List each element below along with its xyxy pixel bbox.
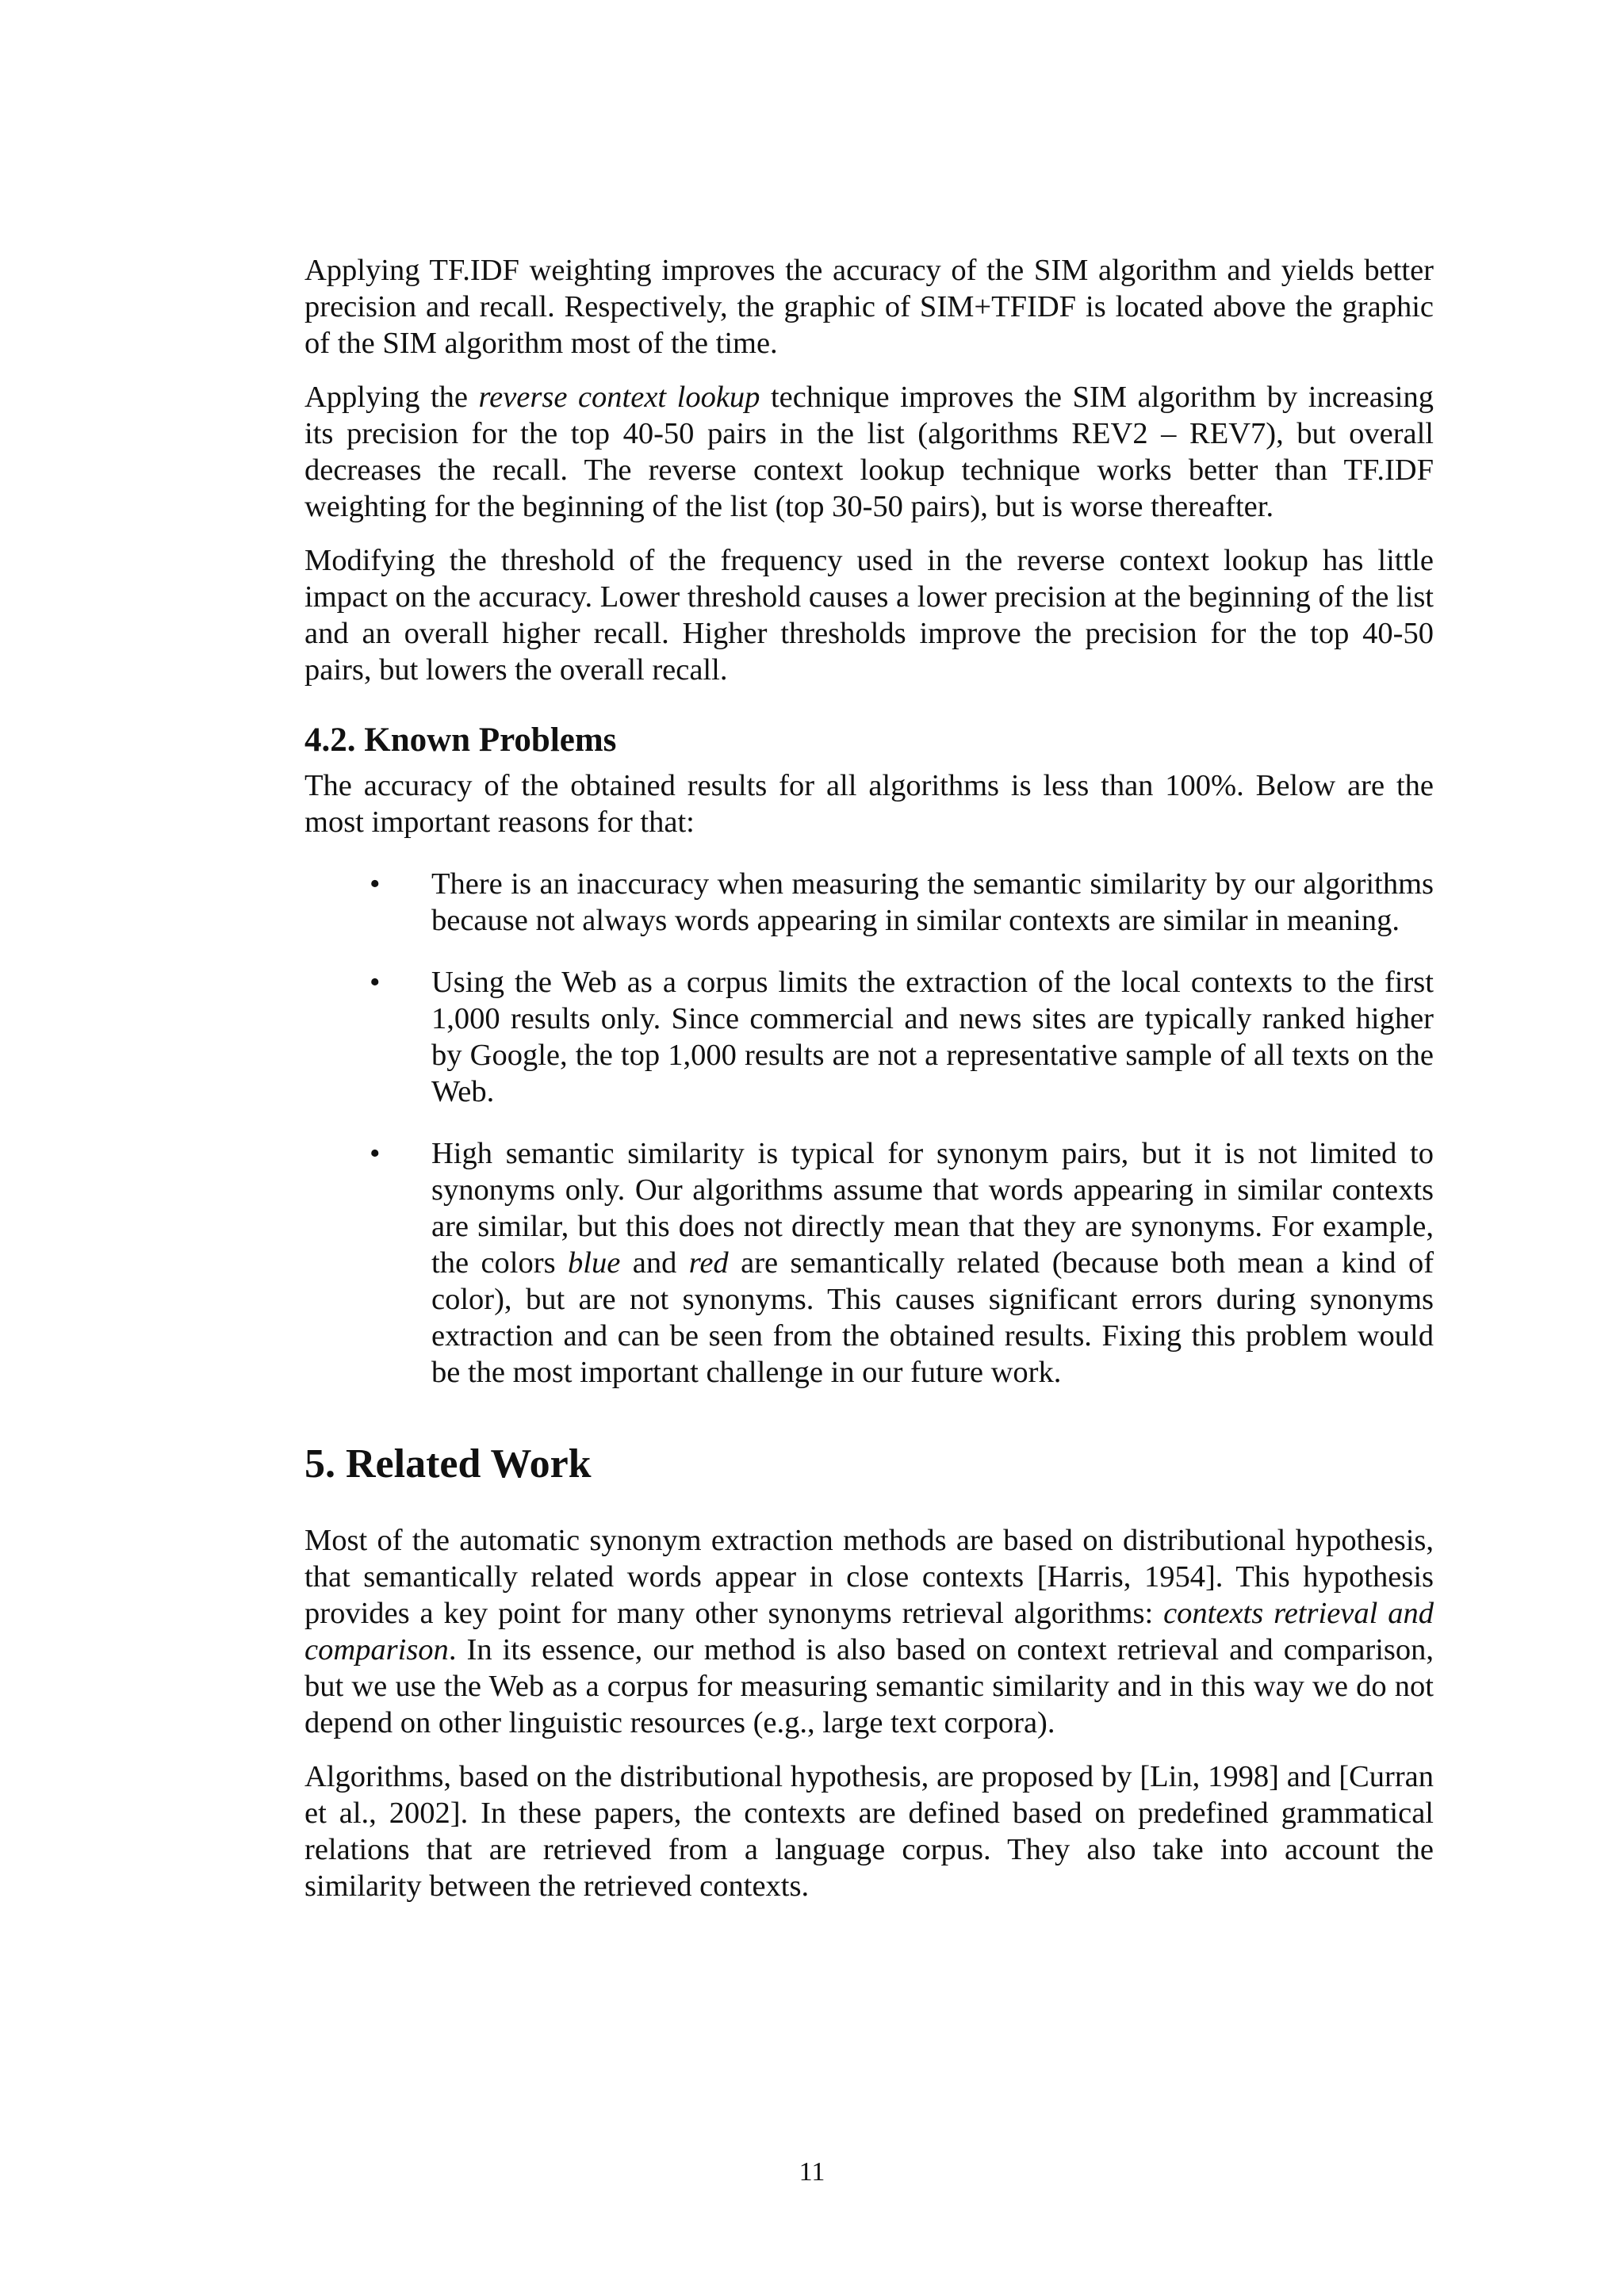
paragraph-related-work-2: Algorithms, based on the distributional hypothesis, are proposed by [Lin, 1998] and [Curran et al., 2002]. In these papers, the contexts are defined based on predefined grammatical relations that are retrieved from a language corpus. They also take into account the similarity between the retrieved contexts. [304, 1760, 1434, 1903]
list-item-text [431, 1135, 1434, 1391]
known-problems-list [304, 866, 1434, 1391]
list-item [304, 866, 1434, 939]
heading-known-problems: 4.2. Known Problems [304, 721, 617, 759]
list-item [304, 964, 1434, 1110]
paragraph-tfidf: Applying TF.IDF weighting improves the accuracy of the SIM algorithm and yields better precision and recall. Respectively, the graphic of SIM+TFIDF is located above the graphic of the SIM algorithm most of the time. [304, 254, 1434, 360]
paragraph-text: . In its essence, our method is also based on context retrieval and comparison, but we use the Web as a corpus for measuring semantic similarity and in this way we do not depend on other linguistic resources (e.g., large text corpora). [304, 1633, 1434, 1739]
paragraph-reverse-context [304, 379, 1434, 525]
italic-term: blue [568, 1246, 621, 1280]
italic-term: red [688, 1246, 729, 1280]
list-item-text-part: High semantic similarity is typical for synonym pairs, but it is not limited to synonyms only. Our algorithms assume that words appearing in similar contexts are similar, but this does not directly mean that they are synonyms. For example, the colors [431, 1137, 1434, 1280]
paragraph-text: Applying the [304, 381, 479, 414]
heading-related-work: 5. Related Work [304, 1441, 592, 1487]
list-item-text: Using the Web as a corpus limits the extraction of the local contexts to the first 1,000 results only. Since commercial and news sites are typically ranked higher by Google, the top 1,000 results are not a representative sample of all texts on the Web. [431, 966, 1434, 1108]
bullet-glyph: • [370, 1137, 381, 1170]
page-content [304, 252, 1434, 1922]
list-item-text-part: are semantically related (because both mean a kind of color), but are not synonyms. This causes significant errors during synonyms extraction and can be seen from the obtained results. Fixing this problem would be the most important challenge in our future work. [431, 1246, 1434, 1389]
paragraph-text: technique improves the SIM algorithm by increasing its precision for the top 40-50 pairs in the list (algorithms REV2 – REV7), but overall decreases the recall. The reverse context lookup technique works better than TF.IDF weighting for the beginning of the list (top 30-50 pairs), but is worse thereafter. [304, 381, 1434, 523]
paragraph-threshold: Modifying the threshold of the frequency used in the reverse context lookup has little impact on the accuracy. Lower threshold causes a lower precision at the beginning of the list and an overall higher recall. Higher thresholds improve the precision for the top 40-50 pairs, but lowers the overall recall. [304, 544, 1434, 687]
italic-term: contexts retrieval and comparison [304, 1597, 1434, 1667]
bullet-glyph: • [370, 966, 381, 999]
paragraph-related-work-1 [304, 1522, 1434, 1741]
list-item-text: There is an inaccuracy when measuring the semantic similarity by our algorithms because not always words appearing in similar contexts are similar in meaning. [431, 867, 1434, 937]
bullet-glyph: • [370, 867, 381, 901]
paragraph-text: Most of the automatic synonym extraction methods are based on distributional hypothesis, that semantically related words appear in close contexts [Harris, 1954]. This hypothesis provides a key point for many other synonyms retrieval algorithms: [304, 1524, 1434, 1630]
italic-term: reverse context lookup [478, 381, 760, 414]
list-item [304, 1135, 1434, 1391]
list-item-text-part: and [620, 1246, 689, 1280]
page-number: 11 [799, 2157, 825, 2187]
paragraph-known-problems-intro: The accuracy of the obtained results for all algorithms is less than 100%. Below are the most important reasons for that: [304, 769, 1434, 839]
